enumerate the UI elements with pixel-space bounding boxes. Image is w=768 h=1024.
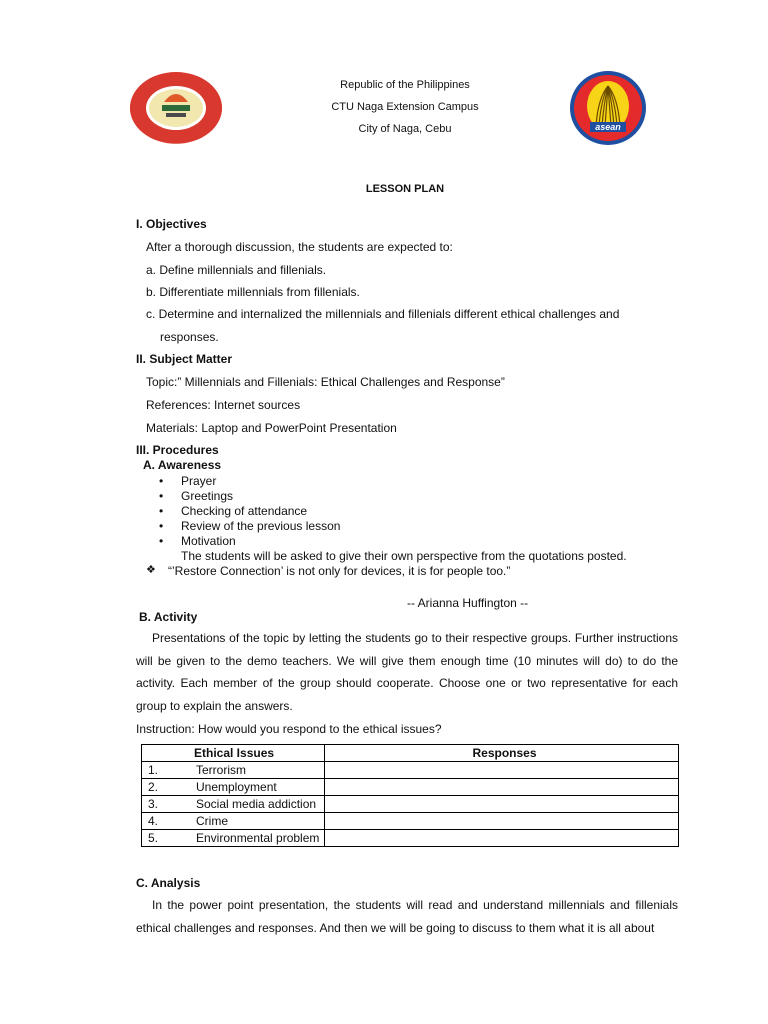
subject-references: References: Internet sources	[146, 398, 301, 412]
row-issue: Unemployment	[190, 779, 325, 796]
analysis-paragraph-text: In the power point presentation, the students will read and understand millennials and fillenials ethical challenges and responses. And then we will be going to discuss to them what it is all about	[136, 898, 678, 935]
header-republic: Republic of the Philippines	[340, 79, 470, 91]
row-response-cell	[325, 762, 679, 779]
row-response-cell	[325, 796, 679, 813]
awareness-item-greetings: Greetings	[181, 489, 234, 503]
row-number: 4.	[142, 813, 191, 830]
header-city: City of Naga, Cebu	[358, 123, 452, 135]
objective-a: a. Define millennials and fillenials.	[146, 263, 327, 277]
column-header-responses: Responses	[325, 745, 679, 762]
row-number: 1.	[142, 762, 191, 779]
column-header-ethical-issues: Ethical Issues	[142, 745, 325, 762]
row-response-cell	[325, 813, 679, 830]
objective-b: b. Differentiate millennials from fillenials.	[146, 285, 360, 299]
table-header-row	[142, 745, 679, 762]
bullet-icon: •	[159, 474, 164, 488]
subject-matter-heading: II. Subject Matter	[136, 352, 233, 366]
activity-paragraph-text: Presentations of the topic by letting the students go to their respective groups. Further instructions will be given to the demo teachers. We will give them enough time (10 minutes will do) to do the activity. Each member of the group should cooperate. Choose one or two representative for each group to explain the answers.	[136, 631, 678, 713]
quote-author: -- Arianna Huffington --	[407, 596, 529, 610]
objectives-heading: I. Objectives	[136, 217, 207, 231]
awareness-heading: A. Awareness	[143, 458, 222, 472]
motivation-quote: “’Restore Connection’ is not only for devices, it is for people too.”	[168, 564, 511, 578]
bullet-icon: •	[159, 504, 164, 518]
row-number: 3.	[142, 796, 191, 813]
activity-paragraph	[136, 627, 678, 717]
diamond-bullet-icon: ❖	[146, 564, 156, 576]
bullet-icon: •	[159, 489, 164, 503]
subject-topic: Topic:” Millennials and Fillenials: Ethical Challenges and Response”	[146, 375, 505, 389]
table-row	[142, 813, 679, 830]
row-issue: Environmental problem	[190, 830, 325, 847]
table-row	[142, 796, 679, 813]
row-response-cell	[325, 779, 679, 796]
objective-c: c. Determine and internalized the millennials and fillenials different ethical challenges and	[146, 307, 620, 321]
motivation-note: The students will be asked to give their own perspective from the quotations posted.	[181, 549, 627, 563]
table-row	[142, 779, 679, 796]
row-response-cell	[325, 830, 679, 847]
activity-instruction: Instruction: How would you respond to the ethical issues?	[136, 722, 442, 736]
analysis-heading: C. Analysis	[136, 876, 201, 890]
document-title: LESSON PLAN	[365, 183, 445, 195]
asean-logo-text: asean	[595, 122, 621, 132]
row-issue: Social media addiction	[190, 796, 325, 813]
university-seal-logo	[112, 72, 240, 144]
subject-materials: Materials: Laptop and PowerPoint Presentation	[146, 421, 397, 435]
table-row	[142, 762, 679, 779]
analysis-paragraph	[136, 894, 678, 939]
awareness-item-prayer: Prayer	[181, 474, 217, 488]
row-issue: Crime	[190, 813, 325, 830]
asean-logo	[568, 70, 648, 146]
objective-c-continued: responses.	[160, 330, 219, 344]
row-number: 2.	[142, 779, 191, 796]
bullet-icon: •	[159, 519, 164, 533]
ethical-issues-table	[141, 744, 679, 847]
bullet-icon: •	[159, 534, 164, 548]
awareness-item-attendance: Checking of attendance	[181, 504, 308, 518]
header-campus: CTU Naga Extension Campus	[331, 101, 479, 113]
table-row	[142, 830, 679, 847]
objectives-intro: After a thorough discussion, the students are expected to:	[146, 240, 453, 254]
awareness-item-review: Review of the previous lesson	[181, 519, 341, 533]
awareness-item-motivation: Motivation	[181, 534, 236, 548]
activity-heading: B. Activity	[139, 610, 198, 624]
procedures-heading: III. Procedures	[136, 443, 219, 457]
row-number: 5.	[142, 830, 191, 847]
row-issue: Terrorism	[190, 762, 325, 779]
